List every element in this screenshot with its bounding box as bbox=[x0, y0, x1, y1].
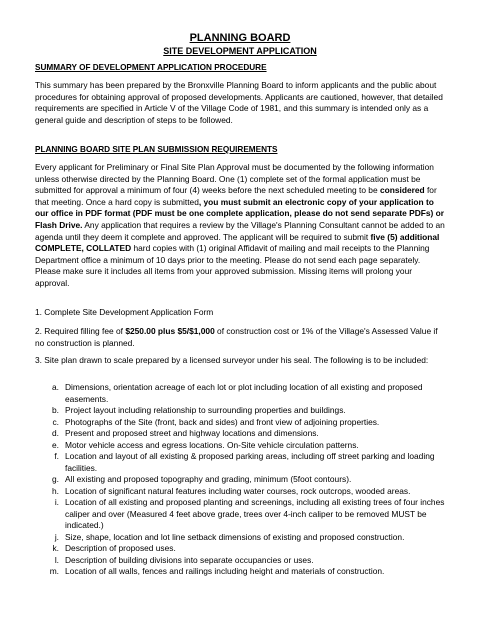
list-item bbox=[35, 417, 455, 429]
list-item-text: All existing and proposed topography and grading, minimum (5foot contours). bbox=[65, 474, 352, 484]
list-item bbox=[35, 440, 455, 452]
requirement-item-2: 2. Required filling fee of $250.00 plus $5/$1,000 of construction cost or 1% of the Village's Assessed Value if no construction is planned. bbox=[35, 326, 438, 348]
list-item-text: Description of proposed uses. bbox=[65, 543, 176, 553]
list-item-letter: i. bbox=[54, 497, 59, 507]
list-item bbox=[35, 382, 455, 405]
list-item-letter: e. bbox=[52, 439, 59, 450]
list-item bbox=[35, 497, 455, 532]
list-item-letter: h. bbox=[52, 485, 59, 496]
list-item bbox=[35, 405, 455, 417]
list-item-text: Location of significant natural features including water courses, rock outcrops, wooded areas. bbox=[65, 485, 411, 496]
summary-heading: SUMMARY OF DEVELOPMENT APPLICATION PROCEDURE bbox=[35, 63, 267, 72]
summary-paragraph: This summary has been prepared by the Bronxville Planning Board to inform applicants and the public about procedures for obtaining approval of proposed developments. Applicants are cautioned, however, that detailed requirements are specified in Article V of the Village Code of 1981, and this summary is intended only as a general guide and description of steps to be followed. bbox=[35, 80, 443, 125]
list-item bbox=[35, 555, 455, 567]
list-item-text: Location of all walls, fences and railings including height and materials of construction. bbox=[65, 566, 385, 576]
list-item bbox=[35, 451, 455, 474]
list-item-text: Motor vehicle access and egress locations. On-Site vehicle circulation patterns. bbox=[65, 439, 359, 450]
list-item-letter: c. bbox=[52, 416, 59, 427]
list-item-text: Location and layout of all existing & proposed parking areas, including off street parking and loading facilities. bbox=[65, 451, 435, 473]
list-item bbox=[35, 486, 455, 498]
list-item-text: Dimensions, orientation acreage of each lot or plot including location of all existing and proposed easements. bbox=[65, 382, 423, 404]
requirements-heading: PLANNING BOARD SITE PLAN SUBMISSION REQUIREMENTS bbox=[35, 145, 278, 154]
list-item bbox=[35, 532, 455, 544]
list-item-letter: j. bbox=[54, 531, 59, 542]
list-item-letter: a. bbox=[52, 382, 59, 392]
requirement-item-1: 1. Complete Site Development Application Form bbox=[35, 307, 214, 317]
list-item-text: Location of all existing and proposed planting and screenings, including all existing trees of four inches caliper and over (Measured 4 feet above grade, trees over 4-inch caliper to be removed MUST be indicated.) bbox=[65, 497, 445, 530]
site-plan-list bbox=[35, 382, 455, 578]
list-item-text: Size, shape, location and lot line setback dimensions of existing and proposed construction. bbox=[65, 531, 405, 542]
page-subtitle: SITE DEVELOPMENT APPLICATION bbox=[163, 46, 317, 56]
list-item-letter: f. bbox=[54, 451, 59, 461]
list-item-letter: g. bbox=[52, 474, 59, 484]
list-item bbox=[35, 566, 455, 578]
requirements-paragraph: Every applicant for Preliminary or Final Site Plan Approval must be documented by the following information unless otherwise directed by the Planning Board. One (1) complete set of the formal application must be submitted for approval a minimum of four (4) weeks before the next scheduled meeting to be considered for that meeting. Once a hard copy is submitted, you must submit an electronic copy of your application to our office in PDF format (PDF must be one complete application, please do not send separate PDFs) or Flash Drive. Any application that requires a review by the Village's Planning Consultant cannot be added to an agenda until they deem it complete and approved. The applicant will be required to submit five (5) additional COMPLETE, COLLATED hard copies with (1) original Affidavit of mailing and mail receipts to the Planning Department office a minimum of 10 days prior to the meeting. Please do not send each page separately. Please make sure it includes all items from your approved submission. Missing items will prolong your approval. bbox=[35, 162, 445, 288]
list-item-letter: m. bbox=[49, 566, 59, 576]
requirement-item-3: 3. Site plan drawn to scale prepared by a licensed surveyor under his seal. The following is to be included: bbox=[35, 355, 429, 365]
list-item-text: Project layout including relationship to surrounding properties and buildings. bbox=[65, 405, 346, 415]
list-item bbox=[35, 543, 455, 555]
page-title: PLANNING BOARD bbox=[189, 32, 291, 44]
list-item-text: Description of building divisions into separate occupancies or uses. bbox=[65, 554, 314, 565]
list-item bbox=[35, 428, 455, 440]
list-item-letter: d. bbox=[52, 428, 59, 438]
list-item-letter: l. bbox=[54, 554, 59, 565]
list-item-letter: k. bbox=[52, 543, 59, 553]
list-item bbox=[35, 474, 455, 486]
list-item-letter: b. bbox=[52, 405, 59, 415]
list-item-text: Photographs of the Site (front, back and sides) and front view of adjoining properties. bbox=[65, 416, 380, 427]
list-item-text: Present and proposed street and highway locations and dimensions. bbox=[65, 428, 319, 438]
